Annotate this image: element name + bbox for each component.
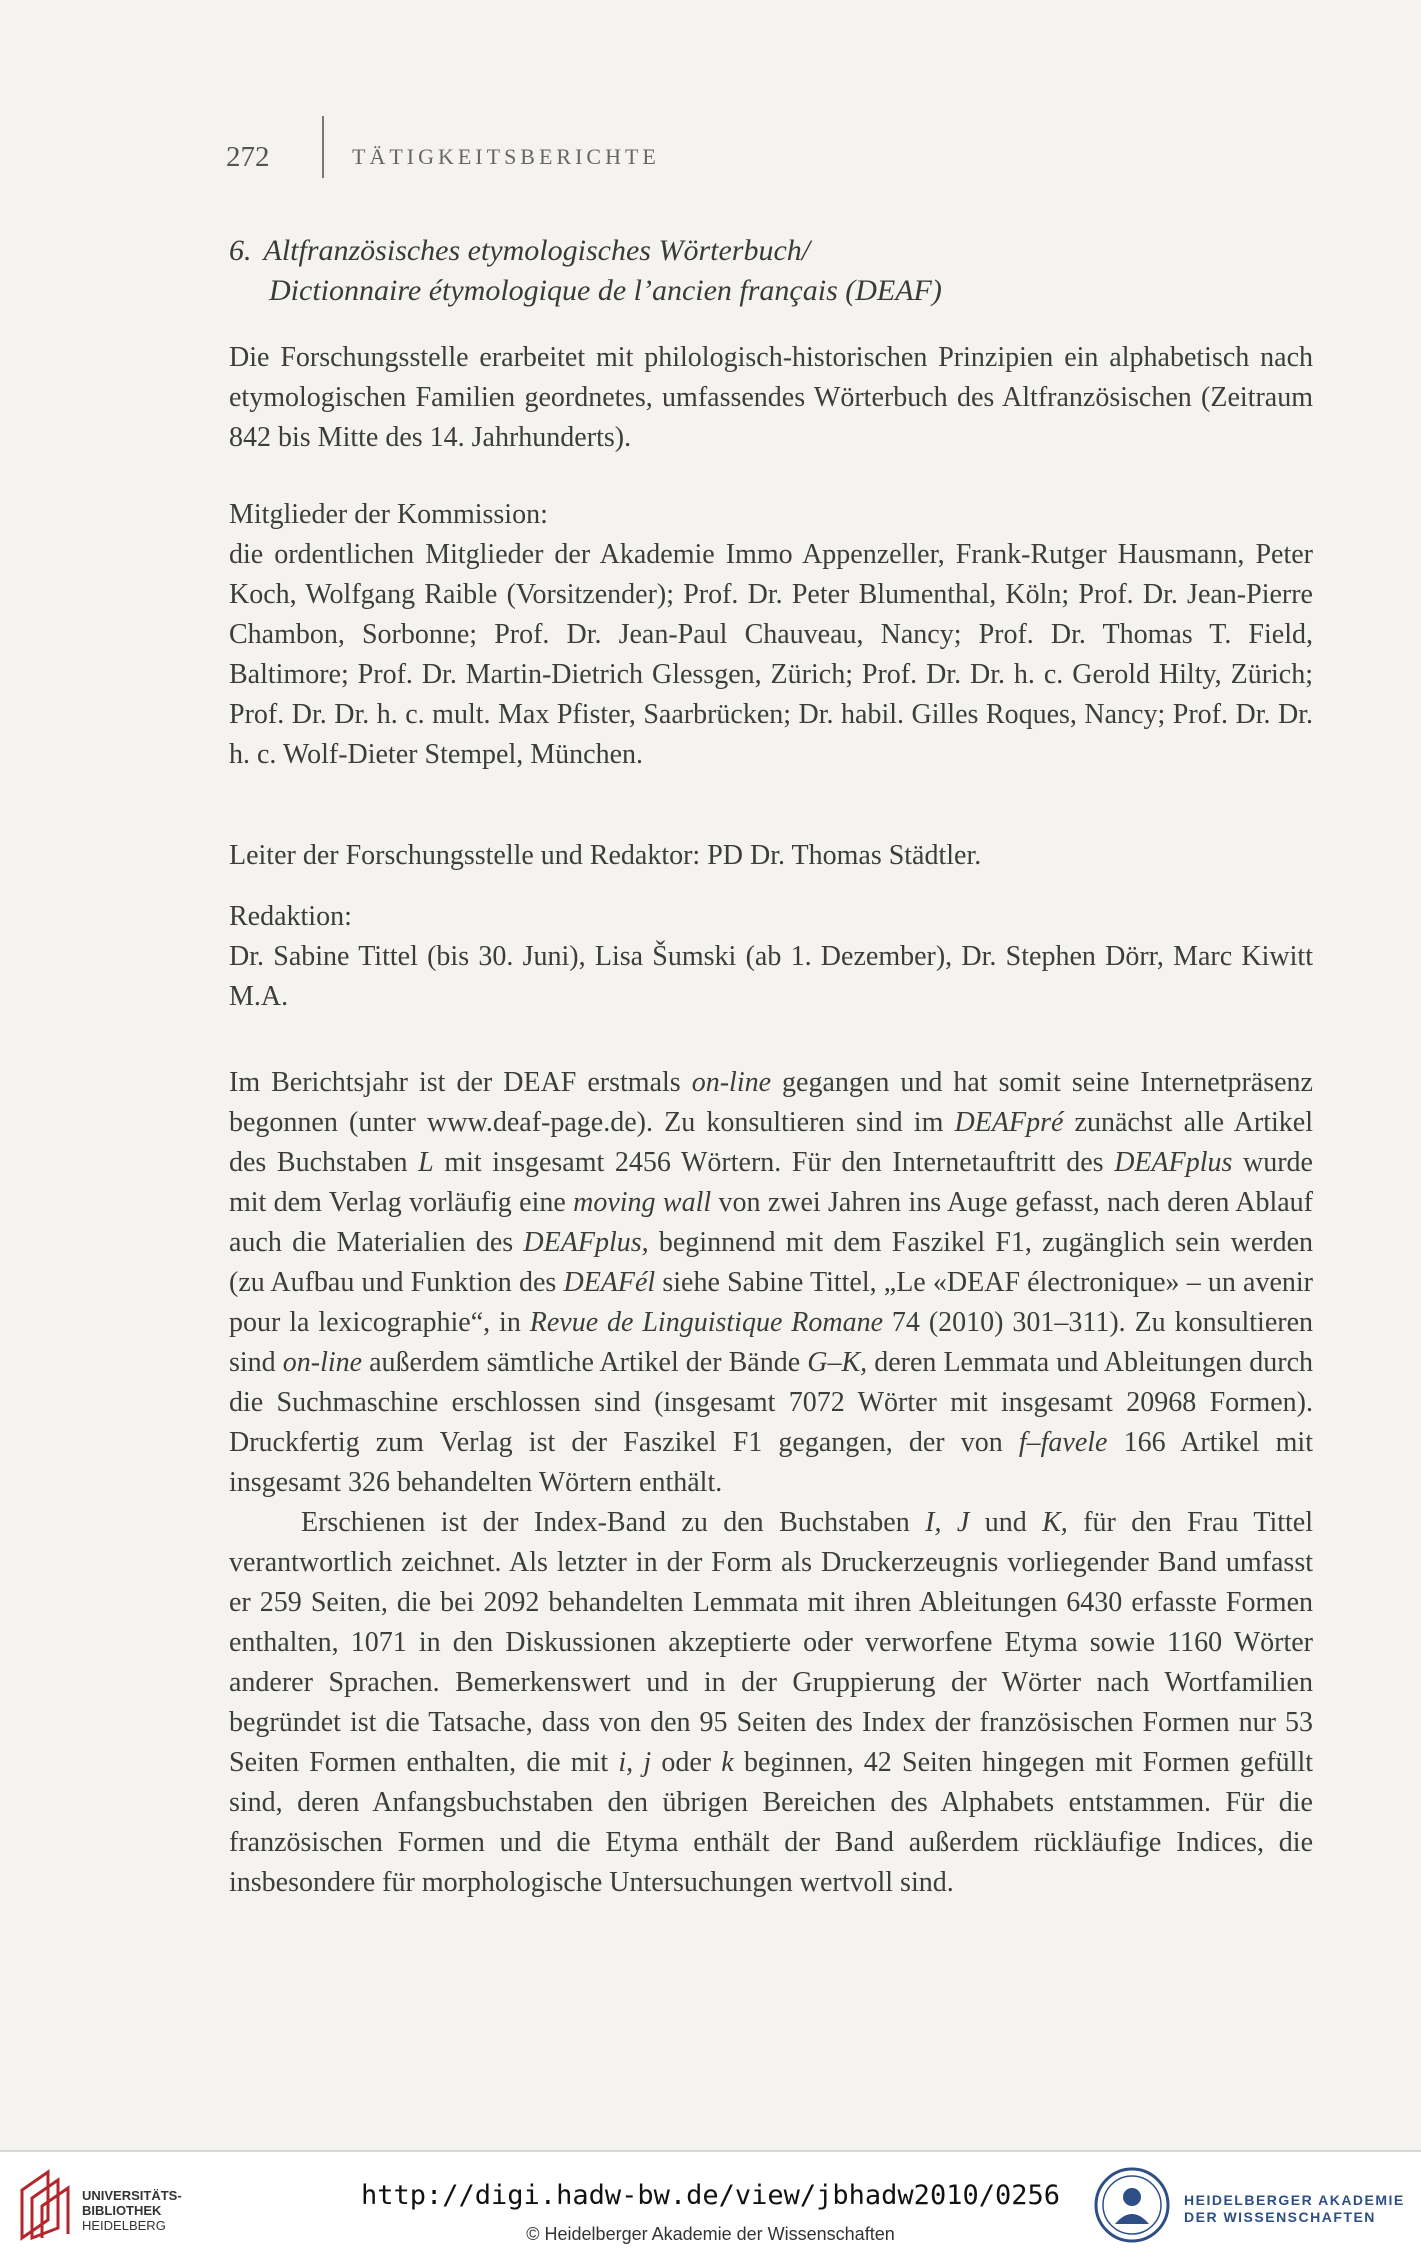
italic-run: DEAFél	[563, 1267, 656, 1298]
header-divider	[322, 116, 324, 178]
text-run: zunächst alle Artikel des Buchstaben	[229, 1107, 1314, 1178]
viewer-footer	[0, 2150, 1421, 2259]
academy-name	[1184, 2192, 1405, 2226]
text-run: deren Lemmata und Ableitungen durch die Suchmaschine erschlossen sind (insgesamt 7072 Wörter mit insgesamt 20968 Formen). Druckfertig zum Verlag ist der Faszikel F1 gegangen, der von	[229, 1347, 1313, 1458]
report-block	[229, 1063, 1313, 1903]
copyright-notice: © Heidelberger Akademie der Wissenschaften	[526, 2224, 895, 2244]
italic-run: G–K,	[807, 1347, 868, 1378]
text-run: beginnend mit dem Faszikel F1, zugänglich sein werden (zu Aufbau und Funktion des	[229, 1227, 1313, 1298]
italic-run: on-line	[282, 1347, 363, 1378]
text-run: beginnen, 42 Seiten hingegen mit Formen gefüllt sind, deren Anfangsbuchstaben den übrigen Bereichen des Alphabets entstammen. Für die französischen Formen und die Etyma enthält der Band außerdem rückläufige Indices, die insbesondere für morphologische Untersuchungen wertvoll sind.	[229, 1747, 1314, 1898]
text-run: außerdem sämtliche Artikel der Bände	[362, 1347, 808, 1378]
members-text: die ordentlichen Mitglieder der Akademie Immo Appenzeller, Frank-Rutger Hausmann, Peter Koch, Wolfgang Raible (Vorsitzender); Prof. Dr. Peter Blumenthal, Köln; Prof. Dr. Jean-Pierre Chambon, Sorbonne; Prof. Dr. Jean-Paul Chauveau, Nancy; Prof. Dr. Thomas T. Field, Baltimore; Prof. Dr. Martin-Dietrich Glessgen, Zürich; Prof. Dr. Dr. h. c. Gerold Hilty, Zürich; Prof. Dr. Dr. h. c. mult. Max Pfister, Saarbrücken; Dr. habil. Gilles Roques, Nancy; Prof. Dr. Dr. h. c. Wolf-Dieter Stempel, München.	[229, 539, 1313, 770]
italic-run: K,	[1042, 1507, 1068, 1538]
intro-text: Die Forschungsstelle erarbeitet mit philologisch-historischen Prinzipien ein alphabetisch nach etymologischen Familien geordnetes, umfassendes Wörterbuch des Altfranzösischen (Zeitraum 842 bis Mitte des 14. Jahrhunderts).	[229, 342, 1313, 453]
leader-block	[229, 836, 1313, 876]
heading-line-1: Altfranzösisches etymologisches Wörterbuch/	[263, 234, 811, 267]
text-run: 166 Artikel mit insgesamt 326 behandelten Wörtern enthält.	[229, 1427, 1313, 1498]
italic-run: DEAFpré	[954, 1107, 1064, 1138]
report-paragraph-2	[229, 1503, 1313, 1903]
text-run: Im Berichtsjahr ist der DEAF erstmals	[229, 1067, 692, 1098]
text-run: mit insgesamt 2456 Wörtern. Für den Internetauftritt des	[433, 1147, 1115, 1178]
text-run: für den Frau Tittel verantwortlich zeichnet. Als letzter in der Form als Druckerzeugnis vorliegender Band umfasst er 259 Seiten, die bei 2092 behandelten Lemmata mit ihren Ableitungen 6430 erfasste Formen enthalten, 1071 in den Diskussionen akzeptierte oder verworfene Etyma sowie 1160 Wörter anderer Sprachen. Bemerkenswert und in der Gruppierung der Wörter nach Wortfamilien begründet ist die Tatsache, dass von den 95 Seiten des Index der französischen Formen nur 53 Seiten Formen enthalten, die mit	[229, 1507, 1314, 1778]
section-title: TÄTIGKEITSBERICHTE	[352, 144, 660, 169]
library-name-line: HEIDELBERG	[82, 2218, 166, 2233]
leader-text: Leiter der Forschungsstelle und Redaktor: PD Dr. Thomas Städtler.	[229, 840, 982, 871]
text-run: wurde mit dem Verlag vorläufig eine	[229, 1147, 1313, 1218]
section-heading	[229, 231, 1313, 311]
italic-run: k	[721, 1747, 734, 1778]
italic-run: DEAFplus,	[523, 1227, 649, 1258]
library-name-line: BIBLIOTHEK	[82, 2203, 162, 2218]
text-run: gegangen und hat somit seine Internetpräsenz begonnen (unter www.deaf-page.de). Zu konsultieren sind im	[229, 1067, 1313, 1138]
text-run: Erschienen ist der Index-Band zu den Buchstaben	[301, 1507, 926, 1538]
academy-name-line: HEIDELBERGER AKADEMIE	[1184, 2192, 1405, 2208]
italic-run: on-line	[691, 1067, 772, 1098]
italic-run: i, j	[618, 1747, 652, 1778]
text-run: siehe Sabine Tittel, „Le «DEAF électronique» – un avenir pour la lexicographie“, in	[229, 1267, 1313, 1338]
academy-name-line: DER WISSENSCHAFTEN	[1184, 2209, 1376, 2225]
members-label: Mitglieder der Kommission:	[229, 499, 548, 530]
italic-run: Revue de Linguistique Romane	[529, 1307, 884, 1338]
editorial-label: Redaktion:	[229, 901, 352, 932]
italic-run: f–favele	[1018, 1427, 1108, 1458]
italic-run: L	[418, 1147, 434, 1178]
members-block	[229, 495, 1313, 775]
running-head	[226, 138, 660, 176]
report-paragraph-1	[229, 1063, 1313, 1503]
library-name-line: UNIVERSITÄTS-	[82, 2188, 182, 2203]
academy-seal-icon	[1093, 2166, 1171, 2244]
text-run: und	[969, 1507, 1043, 1538]
text-run: 74 (2010) 301–311). Zu konsultieren sind	[229, 1307, 1313, 1378]
italic-run: DEAFplus	[1114, 1147, 1233, 1178]
permalink-url[interactable]: http://digi.hadw-bw.de/view/jbhadw2010/0256	[361, 2180, 1060, 2211]
intro-paragraph	[229, 338, 1313, 458]
text-run: oder	[651, 1747, 722, 1778]
editorial-text: Dr. Sabine Tittel (bis 30. Juni), Lisa Šumski (ab 1. Dezember), Dr. Stephen Dörr, Marc Kiwitt M.A.	[229, 941, 1313, 1012]
text-run: von zwei Jahren ins Auge gefasst, nach deren Ablauf auch die Materialien des	[229, 1187, 1313, 1258]
italic-run: I, J	[925, 1507, 970, 1538]
heading-number: 6.	[229, 234, 252, 267]
italic-run: moving wall	[573, 1187, 712, 1218]
editorial-block	[229, 897, 1313, 1017]
heading-line-2: Dictionnaire étymologique de l’ancien français (DEAF)	[269, 274, 942, 307]
page-number: 272	[226, 140, 270, 173]
